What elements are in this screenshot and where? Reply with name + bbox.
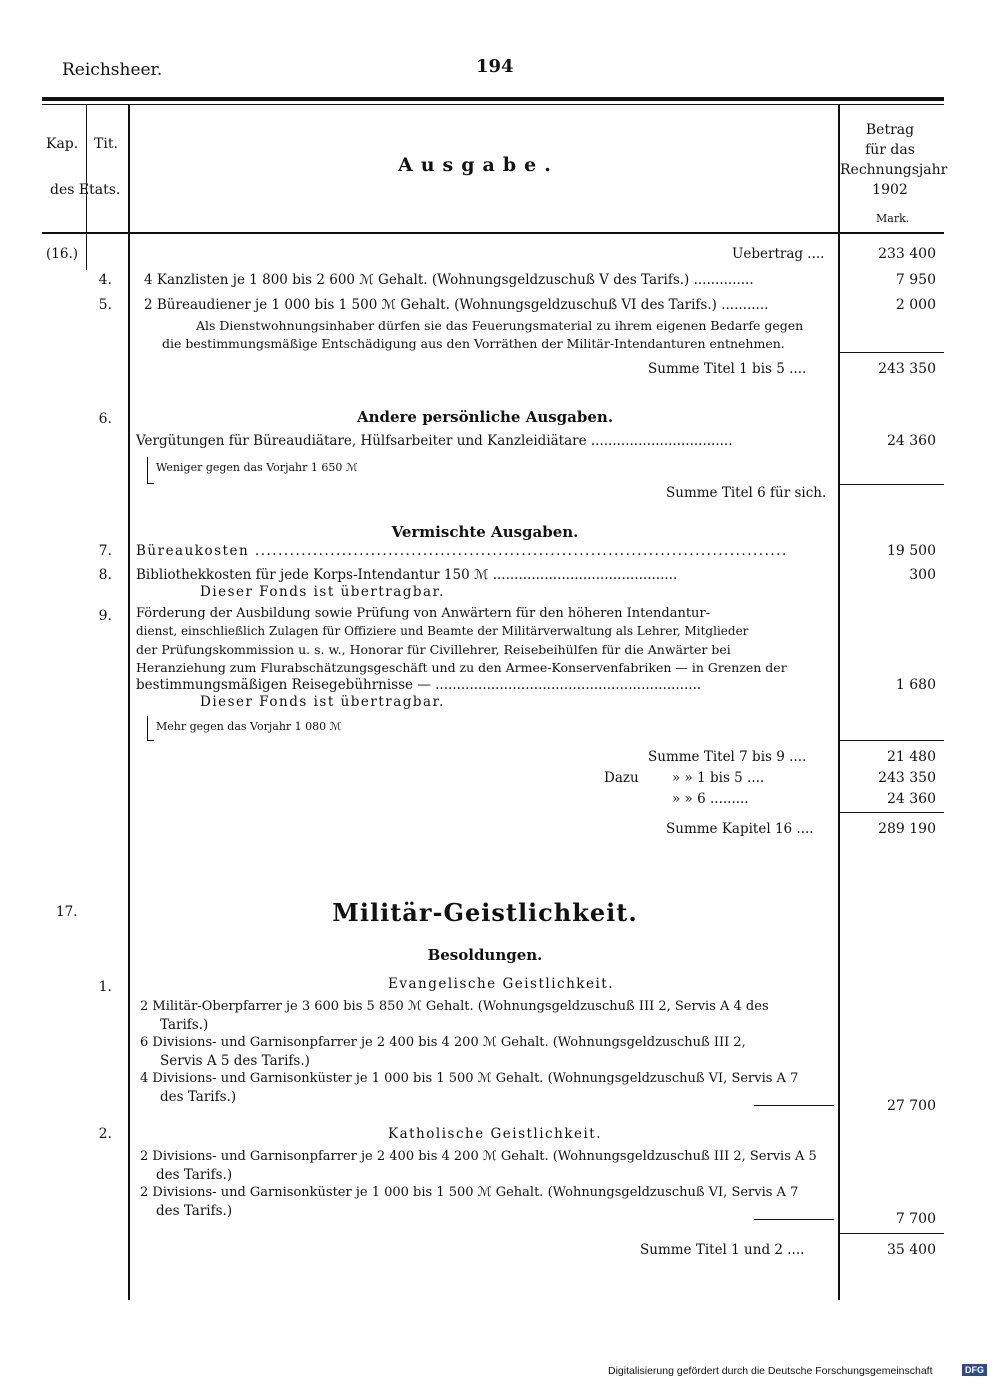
top-rule-thin bbox=[42, 104, 944, 105]
col-rule-kap bbox=[86, 105, 87, 233]
sum-rule bbox=[840, 1233, 944, 1234]
sub-heading: Evangelische Geistlichkeit. bbox=[388, 976, 614, 992]
amount: 27 700 bbox=[887, 1098, 936, 1114]
header-title: Ausgabe. bbox=[398, 154, 559, 176]
sum-label: Summe Titel 7 bis 9 .... bbox=[648, 749, 807, 765]
betrag-line: 1902 bbox=[872, 182, 908, 198]
col-rule-tit bbox=[128, 105, 130, 1300]
note-text: Weniger gegen das Vorjahr 1 650 ℳ bbox=[156, 461, 358, 474]
header-tit: Tit. bbox=[94, 136, 118, 152]
titel-number: 1. bbox=[98, 979, 112, 995]
subtotal-rule bbox=[754, 1105, 834, 1106]
header-rule bbox=[42, 232, 944, 234]
amount: 1 680 bbox=[895, 677, 936, 693]
line-text: Heranziehung zum Flurabschätzungsgeschäft und zu den Armee-Konservenfabriken — in Grenzen der bbox=[136, 660, 787, 675]
amount: 243 350 bbox=[878, 361, 936, 377]
header-kap: Kap. bbox=[46, 136, 79, 152]
titel-number: 2. bbox=[98, 1126, 112, 1142]
note-text: Dieser Fonds ist übertragbar. bbox=[200, 694, 445, 710]
sub-heading: Katholische Geistlichkeit. bbox=[388, 1126, 603, 1142]
footer-credit: Digitalisierung gefördert durch die Deutsche Forschungsgemeinschaft bbox=[608, 1365, 933, 1377]
betrag-line: Rechnungsjahr bbox=[840, 162, 948, 178]
subtotal-rule bbox=[754, 1219, 834, 1220]
line-text: bestimmungsmäßigen Reisegebührnisse — .............................................................. bbox=[136, 677, 702, 693]
dazu-prefix: Dazu bbox=[604, 770, 639, 786]
chapter-title: Militär-Geistlichkeit. bbox=[332, 898, 638, 927]
line-text: Tarifs.) bbox=[160, 1017, 209, 1033]
sum-rule bbox=[840, 740, 944, 741]
titel-number: 4. bbox=[98, 272, 112, 288]
kap-number: (16.) bbox=[46, 246, 79, 262]
amount: 2 000 bbox=[895, 297, 936, 313]
amount: 7 950 bbox=[895, 272, 936, 288]
uebertrag-label: Uebertrag .... bbox=[732, 246, 825, 262]
kap-number: 17. bbox=[56, 904, 78, 920]
titel-number: 9. bbox=[98, 608, 112, 624]
header-betrag bbox=[840, 120, 948, 200]
line-text: 2 Divisions- und Garnisonpfarrer je 2 400 bis 4 200 ℳ Gehalt. (Wohnungsgeldzuschuß III 2, Servis A 5 bbox=[140, 1149, 817, 1164]
top-rule bbox=[42, 97, 944, 101]
sum-rule bbox=[840, 352, 944, 353]
section-heading: Vermischte Ausgaben. bbox=[391, 523, 579, 541]
sum-label: » » 1 bis 5 .... bbox=[672, 770, 765, 786]
line-text: Vergütungen für Büreaudiätare, Hülfsarbeiter und Kanzleidiätare ................................. bbox=[136, 433, 733, 449]
amount: 24 360 bbox=[887, 433, 936, 449]
dfg-logo: DFG bbox=[962, 1364, 987, 1376]
sum-label: Summe Kapitel 16 .... bbox=[666, 821, 814, 837]
line-text: 2 Büreaudiener je 1 000 bis 1 500 ℳ Gehalt. (Wohnungsgeldzuschuß VI des Tarifs.) ........... bbox=[144, 297, 769, 313]
amount: 243 350 bbox=[878, 770, 936, 786]
note-text: Dieser Fonds ist übertragbar. bbox=[200, 584, 445, 600]
amount: 35 400 bbox=[887, 1242, 936, 1258]
amount: 300 bbox=[909, 567, 936, 583]
note-bracket bbox=[147, 457, 154, 484]
line-text: der Prüfungskommission u. s. w., Honorar für Civillehrer, Reisebeihülfen für die Anwärter bei bbox=[136, 642, 731, 657]
amount: 19 500 bbox=[887, 543, 936, 559]
section-heading: Andere persönliche Ausgaben. bbox=[356, 408, 614, 426]
sum-rule bbox=[840, 484, 944, 485]
note-text: Als Dienstwohnungsinhaber dürfen sie das Feuerungsmaterial zu ihrem eigenen Bedarfe gegen bbox=[196, 318, 804, 333]
amount: 24 360 bbox=[887, 791, 936, 807]
note-text: die bestimmungsmäßige Entschädigung aus den Vorräthen der Militär-Intendanturen entnehmen. bbox=[162, 336, 785, 351]
header-unit: Mark. bbox=[876, 212, 910, 225]
titel-number: 8. bbox=[98, 567, 112, 583]
line-text: Servis A 5 des Tarifs.) bbox=[160, 1053, 310, 1069]
line-text: des Tarifs.) bbox=[156, 1203, 233, 1219]
sum-label: » » 6 ......... bbox=[672, 791, 749, 807]
titel-number: 7. bbox=[98, 543, 112, 559]
sum-label: Summe Titel 6 für sich. bbox=[666, 485, 827, 501]
line-text: Bibliothekkosten für jede Korps-Intendantur 150 ℳ ........................................... bbox=[136, 567, 678, 583]
sum-label: Summe Titel 1 bis 5 .... bbox=[648, 361, 807, 377]
sum-label: Summe Titel 1 und 2 .... bbox=[640, 1242, 805, 1258]
amount: 289 190 bbox=[878, 821, 936, 837]
page-number: 194 bbox=[476, 56, 514, 77]
line-text: Förderung der Ausbildung sowie Prüfung von Anwärtern für den höheren Intendantur- bbox=[136, 606, 711, 621]
line-text: 4 Divisions- und Garnisonküster je 1 000 bis 1 500 ℳ Gehalt. (Wohnungsgeldzuschuß VI, Servis A 7 bbox=[140, 1071, 799, 1086]
line-text: des Tarifs.) bbox=[156, 1167, 233, 1183]
line-text: 2 Divisions- und Garnisonküster je 1 000 bis 1 500 ℳ Gehalt. (Wohnungsgeldzuschuß VI, Servis A 7 bbox=[140, 1185, 799, 1200]
line-text: 2 Militär-Oberpfarrer je 3 600 bis 5 850 ℳ Gehalt. (Wohnungsgeldzuschuß III 2, Servis A 4 des bbox=[140, 999, 769, 1014]
sum-rule bbox=[840, 812, 944, 813]
line-text: des Tarifs.) bbox=[160, 1089, 237, 1105]
line-text: 4 Kanzlisten je 1 800 bis 2 600 ℳ Gehalt. (Wohnungsgeldzuschuß V des Tarifs.) .............. bbox=[144, 272, 754, 288]
betrag-line: für das bbox=[865, 142, 915, 158]
section-heading: Besoldungen. bbox=[427, 946, 543, 964]
line-text: dienst, einschließlich Zulagen für Offiziere und Beamte der Militärverwaltung als Lehrer, Mitglieder bbox=[136, 624, 749, 638]
running-head: Reichsheer. bbox=[62, 60, 163, 80]
note-text: Mehr gegen das Vorjahr 1 080 ℳ bbox=[156, 720, 342, 733]
titel-number: 6. bbox=[98, 411, 112, 427]
col-rule-kap-2 bbox=[86, 234, 87, 270]
betrag-line: Betrag bbox=[865, 122, 915, 138]
line-text: Büreaukosten ............................................................................................ bbox=[136, 543, 788, 559]
titel-number: 5. bbox=[98, 297, 112, 313]
note-bracket bbox=[147, 716, 154, 741]
line-text: 6 Divisions- und Garnisonpfarrer je 2 400 bis 4 200 ℳ Gehalt. (Wohnungsgeldzuschuß III 2, bbox=[140, 1035, 746, 1050]
amount: 7 700 bbox=[895, 1211, 936, 1227]
amount: 21 480 bbox=[887, 749, 936, 765]
amount: 233 400 bbox=[878, 246, 936, 262]
header-des-etats: des Etats. bbox=[50, 182, 121, 198]
col-rule-betrag bbox=[838, 105, 840, 1300]
